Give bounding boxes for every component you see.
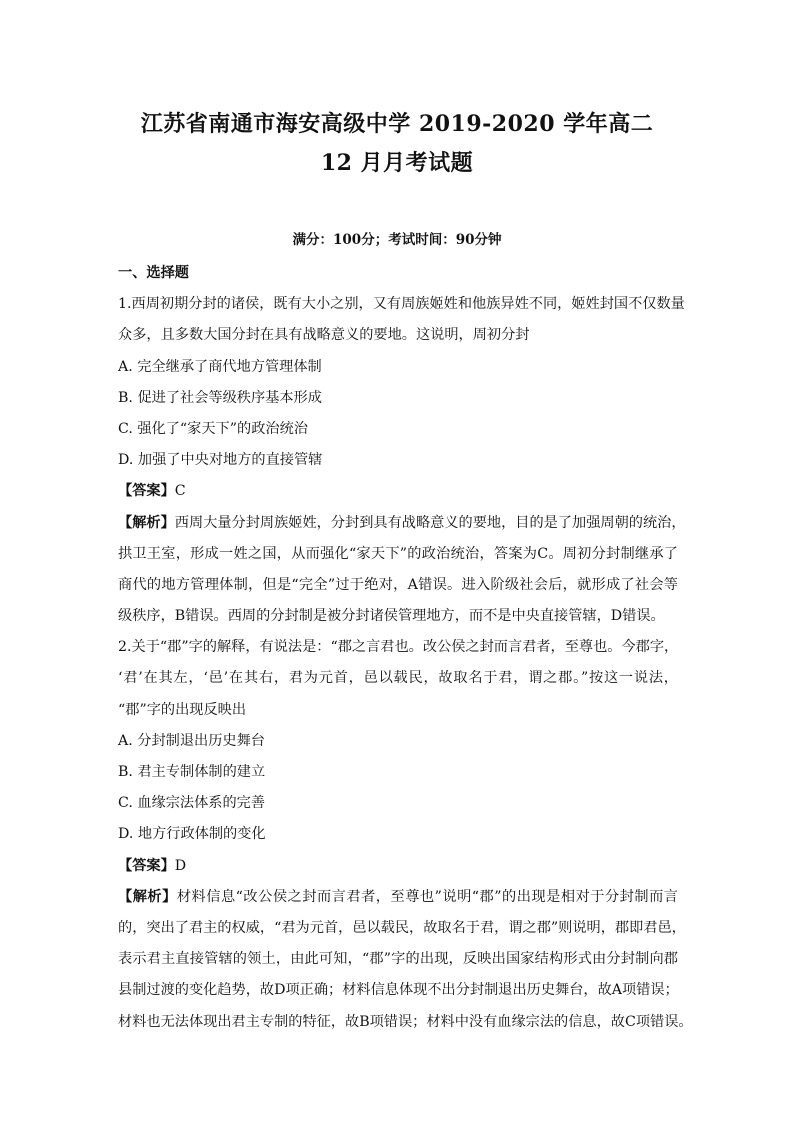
question-2-stem-line-2: ‘君’在其左，‘邑’在其右，君为元首，邑以载民，故取名于君，谓之郡。”按这一说法， [118,670,678,687]
question-2-option-d: D. 地方行政体制的变化 [118,826,266,843]
question-2-option-b: B. 君主专制体制的建立 [118,764,266,780]
question-1-stem-line-1: 1.西周初期分封的诸侯，既有大小之别，又有周族姬姓和他族异姓不同，姬姓封国不仅数量 [118,296,685,313]
question-1-option-c: C. 强化了“家天下”的政治统治 [118,420,308,437]
question-1-option-a: A. 完全继承了商代地方管理体制 [118,358,322,375]
section-heading: 一、选择题 [118,265,189,281]
question-1-analysis-line-1 [118,508,686,539]
analysis-label: 【解析】 [118,888,177,905]
question-1 [118,289,686,632]
question-1-analysis-line-4: 级秩序，B错误。西周的分封制是被分封诸侯管理地方，而不是中央直接管辖，D错误。 [118,608,665,625]
question-2-option-c: C. 血缘宗法体系的完善 [118,795,266,812]
answer-label: 【答案】 [118,483,175,500]
question-2-stem-line-3: “郡”字的出现反映出 [118,701,247,718]
analysis-label: 【解析】 [118,514,175,531]
question-2-stem-line-1: 2.关于“郡”字的解释，有说法是：“郡之言君也。改公侯之封而言君者，至尊也。今郡字， [118,639,679,656]
document-body [118,258,693,1038]
question-1-option-b: B. 促进了社会等级秩序基本形成 [118,389,322,406]
question-1-answer [118,476,678,507]
analysis-text: 西周大量分封周族姬姓，分封到具有战略意义的要地，目的是了加强周朝的统治， [174,514,686,531]
question-2-analysis-line-5: 材料也无法体现出君主专制的特征，故B项错误；材料中没有血缘宗法的信息，故C项错误。 [118,1013,693,1030]
question-1-analysis-line-3: 商代的地方管理体制，但是“完全”过于绝对，A错误。进入阶级社会后，就形成了社会等 [118,576,678,593]
question-1-option-d: D. 加强了中央对地方的直接管辖 [118,452,323,469]
question-2 [118,632,693,1037]
question-2-option-a: A. 分封制退出历史舞台 [118,732,265,749]
question-1-stem-line-2: 众多，且多数大国分封在具有战略意义的要地。这说明，周初分封 [118,327,530,344]
document-title-line-1: 江苏省南通市海安高级中学 2019-2020 学年高二 [140,111,654,137]
answer-label: 【答案】 [118,857,175,874]
answer-value: C [174,483,186,500]
question-2-answer [118,851,678,882]
question-2-analysis-line-4: 县制过渡的变化趋势，故D项正确；材料信息体现不出分封制退出历史舞台，故A项错误； [118,982,679,999]
analysis-text: 材料信息“改公侯之封而言君者，至尊也”说明“郡”的出现是相对于分封制而言 [176,888,678,905]
score-and-time-line: 满分：100分；考试时间：90分钟 [292,232,502,248]
question-2-analysis-line-2: 的，突出了君主的权威，“君为元首，邑以载民，故取名于君，谓之郡”则说明，郡即君邑， [118,919,686,936]
question-2-analysis-line-3: 表示君主直接管辖的领土，由此可知，“郡”字的出现，反映出国家结构形式由分封制向郡 [118,951,678,968]
question-1-analysis-line-2: 拱卫王室，形成一姓之国，从而强化“家天下”的政治统治，答案为C。周初分封制继承了 [118,545,678,562]
answer-value: D [174,857,187,874]
document-title-line-2: 12 月月考试题 [320,150,474,176]
question-2-analysis-line-1 [118,882,678,913]
